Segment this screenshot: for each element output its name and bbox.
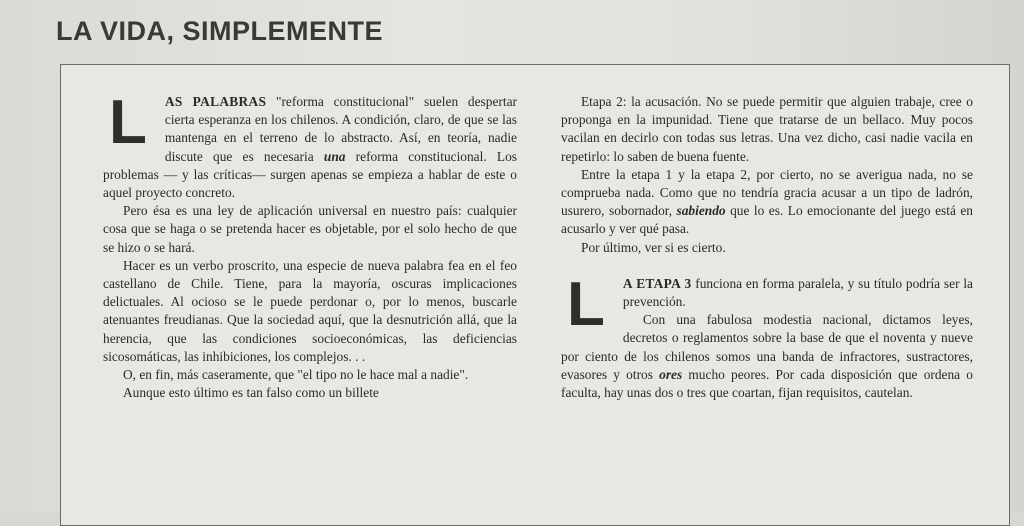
paragraph-2: Pero ésa es una ley de aplicación universal en nuestro país: cualquier cosa que se haga o se pretenda hacer es objetable, por el solo hecho de que se hizo o se hará. [103,203,517,255]
paragraph-etapa-3 [561,269,973,339]
paragraph-text: funciona en forma paralela, y su título podría ser la prevención. [622,275,973,310]
emphasis-word: una [323,148,346,164]
paragraph-3: Hacer es un verbo proscrito, una especie de nueva palabra fea en el feo castellano de Chile. Tiene, para la mayoría, oscuras implicaciones delictuales. Al ocioso se le puede perdonar o, por lo menos, buscarle atenuantes freudianas. Que la sociedad aquí, que la desnutrición allá, que la herencia, que las condiciones socioeconómicas, las deficiencias sicosomáticas, las inhibiciones, los complejos. . . [103,257,517,364]
drop-cap: L [567,269,605,339]
left-column [103,88,517,402]
emphasis-word: sabiendo [676,203,726,219]
lead-words: A ETAPA 3 [622,275,692,291]
paragraph-text: que lo es. Lo emocionante del juego está en acusarlo y ver qué pasa. [561,203,973,237]
drop-cap: L [109,88,147,157]
paragraph-por-ultimo: Por último, ver si es cierto. [581,239,726,255]
paragraph-modestia [561,311,973,402]
paragraph-1 [103,88,517,202]
article-headline: LA VIDA, SIMPLEMENTE [56,16,384,46]
paragraph-4: O, en fin, más caseramente, que "el tipo no le hace mal a nadie". [123,367,469,383]
article-frame [60,64,1010,526]
paragraph-text: Con una fabulosa modestia nacional, dictamos leyes, decretos o reglamentos sobre la base de que el noventa y nueve por ciento de los chilenos somos una banda de infractores, sustractores, evasores y otros [561,312,973,382]
paragraph-entre-etapas [561,166,973,239]
paragraph-5: Aunque esto último es tan falso como un billete [123,385,379,401]
paragraph-text: "reforma constitucional" suelen despertar cierta esperanza en los chilenos. A condición, claro, de que se las mantenga en el terreno de lo abstracto. Así, en teoría, nadie discute que es necesaria [164,94,517,164]
paragraph-text: mucho peores. Por cada disposición que ordena o faculta, hay unas dos o tres que coartan, fijan requisitos, cautelan. [561,366,973,401]
lead-words: AS PALABRAS [164,94,267,109]
emphasis-word: ores [659,366,683,382]
paragraph-text: Entre la etapa 1 y la etapa 2, por cierto, no se averigua nada, no se comprueba nada. Como que no tendría gracia acusar a un tipo de ladrón, usurero, sobornador, [561,166,973,219]
paragraph-etapa-2: Etapa 2: la acusación. No se puede permitir que alguien trabaje, cree o proponga en la impunidad. Tiene que tratarse de un bellaco. Muy pocos vacilan en decirlo con todas sus letras. Una vez dicho, casi nadie vacila en repetirlo: lo saben de buena fuente. [561,94,973,164]
section-gap [561,257,973,275]
paragraph-text: reforma constitucional. Los problemas — y las críticas— surgen apenas se empieza a hablar de este o aquel proyecto concreto. [103,148,517,201]
right-column [561,93,973,402]
